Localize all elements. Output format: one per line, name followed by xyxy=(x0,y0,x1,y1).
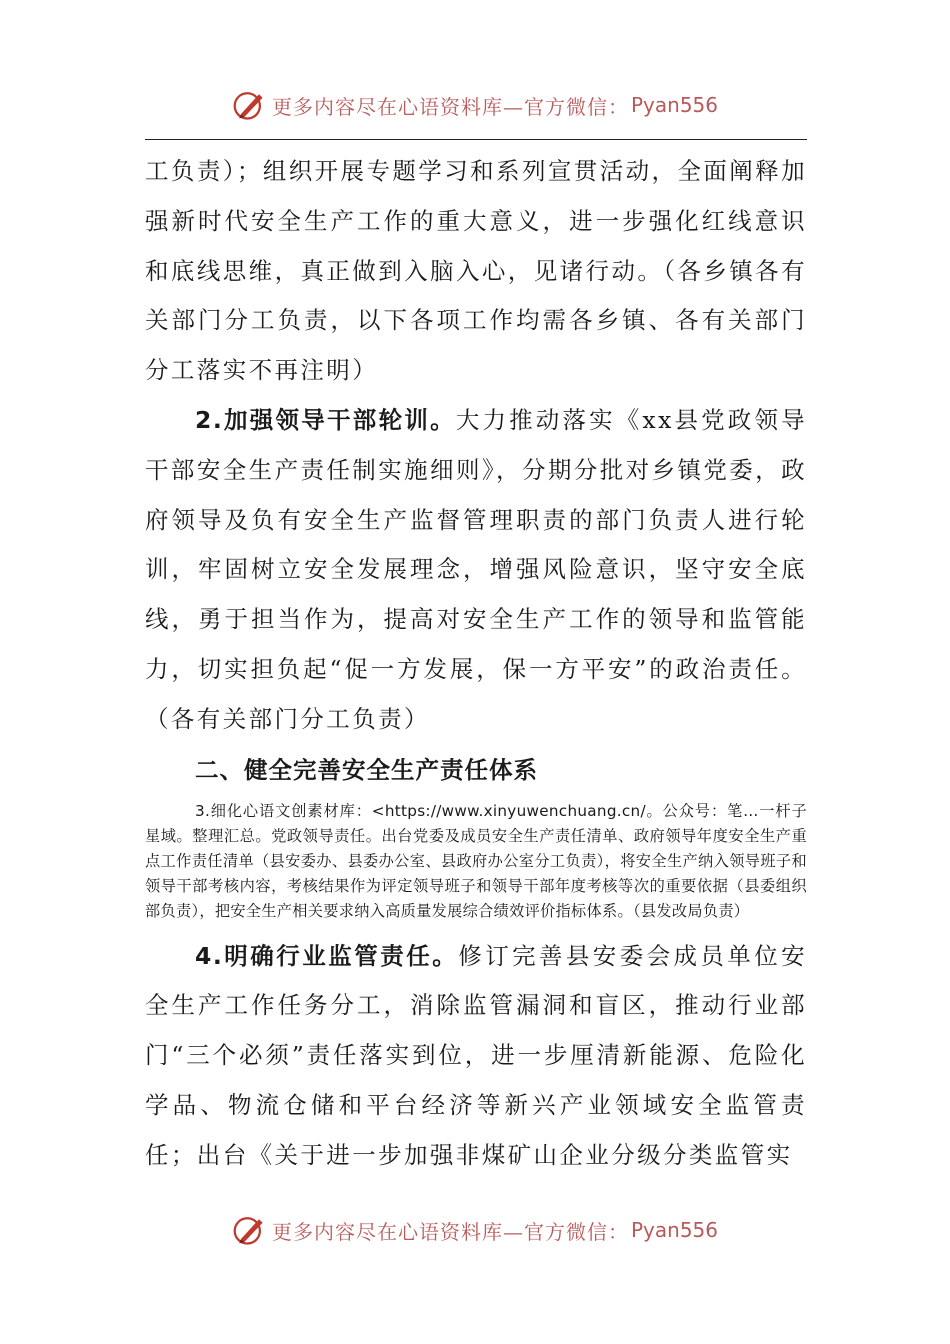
document-body xyxy=(145,147,807,1181)
paragraph-4 xyxy=(145,932,807,1181)
footer-banner-text: 更多内容尽在心语资料库—官方微信： xyxy=(271,1219,629,1244)
header-wechat-id: Pyan556 xyxy=(630,93,718,117)
paragraph-2 xyxy=(145,396,807,745)
header-divider xyxy=(145,139,807,140)
footer-wechat-id: Pyan556 xyxy=(630,1218,718,1242)
pen-logo-icon xyxy=(232,1212,268,1248)
paragraph-2-lead: 2.加强领导干部轮训。 xyxy=(195,405,456,434)
paragraph-3: 3.细化心语文创素材库：<https://www.xinyuwenchuang.cn/。公众号：笔…一杆子星域。整理汇总。党政领导责任。出台党委及成员安全生产责任清单、政府领导年度安全生产重点工作责任清单（县安委办、县委办公室、县政府办公室分工负责），将安全生产纳入领导班子和领导干部考核内容，考核结果作为评定领导班子和领导干部年度考核等次的重要依据（县委组织部负责），把安全生产相关要求纳入高质量发展综合绩效评价指标体系。（县发改局负责） xyxy=(145,801,807,920)
paragraph-1: 工负责）；组织开展专题学习和系列宣贯活动，全面阐释加强新时代安全生产工作的重大意义，进一步强化红线意识和底线思维，真正做到入脑入心，见诸行动。（各乡镇各有关部门分工负责，以下各项工作均需各乡镇、各有关部门分工落实不再注明） xyxy=(145,157,807,385)
paragraph-2-body: 大力推动落实《xx县党政领导干部安全生产责任制实施细则》，分期分批对乡镇党委，政府领导及负有安全生产监督管理职责的部门负责人进行轮训，牢固树立安全发展理念，增强风险意识，坚守安全底线，勇于担当作为，提高对安全生产工作的领导和监管能力，切实担负起“促一方发展，保一方平安”的政治责任。（各有关部门分工负责） xyxy=(145,405,807,733)
paragraph-4-lead: 4.明确行业监管责任。 xyxy=(195,941,459,970)
header-banner xyxy=(0,80,950,130)
section-heading: 二、健全完善安全生产责任体系 xyxy=(195,755,538,784)
pen-logo-icon xyxy=(232,87,268,123)
header-banner-text: 更多内容尽在心语资料库—官方微信： xyxy=(271,94,629,119)
footer-banner xyxy=(0,1205,950,1255)
paragraph-4-body: 修订完善县安委会成员单位安全生产工作任务分工，消除监管漏洞和盲区，推动行业部门“三个必须”责任落实到位，进一步厘清新能源、危险化学品、物流仓储和平台经济等新兴产业领域安全监管责任；出台《关于进一步加强非煤矿山企业分级分类监管实 xyxy=(145,941,808,1169)
